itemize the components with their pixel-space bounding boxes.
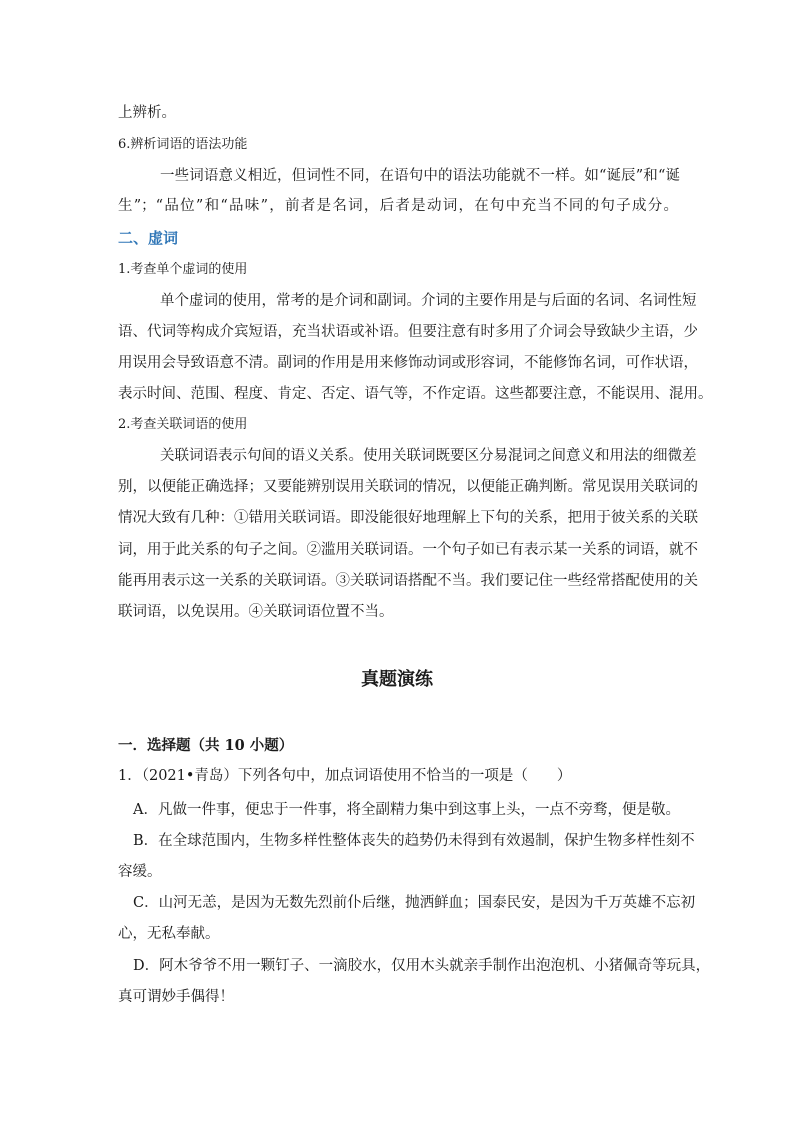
text-line: 一些词语意义相近，但词性不同，在语句中的语法功能就不一样。如“诞辰”和“诞 (160, 168, 680, 184)
section-heading: 一．选择题（共 10 小题） (118, 737, 294, 754)
option-d-line2: 真可谓妙手偶得！ (118, 989, 234, 1005)
text-line: 上辨析。 (118, 105, 176, 121)
heading-function-words: 二、虚词 (118, 229, 179, 247)
text-line: 单个虚词的使用，常考的是介词和副词。介词的主要作用是与后面的名词、名词性短 (160, 293, 697, 309)
option-b-line1: B．在全球范围内，生物多样性整体丧失的趋势仍未得到有效遏制，保护生物多样性刻不 (133, 833, 695, 849)
text-line: 词，用于此关系的句子之间。②滥用关联词语。一个句子如已有表示某一关系的词语，就不 (118, 542, 698, 558)
text-line: 关联词语表示句间的语义关系。使用关联词既要区分易混词之间意义和用法的细微差 (160, 448, 697, 464)
text-line: 用误用会导致语意不清。副词的作用是用来修饰动词或形容词，不能修饰名词，可作状语， (118, 355, 698, 371)
text-line: 别，以便能正确选择；又要能辨别误用关联词的情况，以便能正确判断。常见误用关联词的 (118, 479, 698, 495)
text-line: 语、代词等构成介宾短语，充当状语或补语。但要注意有时多用了介词会导致缺少主语，少 (118, 324, 698, 340)
option-b-line2: 容缓。 (118, 864, 162, 880)
option-c-line2: 心，无私奉献。 (118, 926, 220, 942)
text-line: 能再用表示这一关系的关联词语。③关联词语搭配不当。我们要记住一些经常搭配使用的关 (118, 573, 698, 589)
text-line: 联词语，以免误用。④关联词语位置不当。 (118, 604, 394, 620)
option-a: A．凡做一件事，便忠于一件事，将全副精力集中到这事上头，一点不旁骛，便是敬。 (133, 802, 680, 818)
text-line: 情况大致有几种：①错用关联词语。即没能很好地理解上下句的关系，把用于彼关系的关联 (118, 510, 698, 526)
subheading-conjunctions: 2.考查关联词语的使用 (118, 417, 248, 432)
text-line: 表示时间、范围、程度、肯定、否定、语气等，不作定语。这些都要注意，不能误用、混用。 (118, 386, 713, 402)
subheading-grammar-function: 6.辨析词语的语法功能 (118, 137, 248, 152)
option-d-line1: D．阿木爷爷不用一颗钉子、一滴胶水，仅用木头就亲手制作出泡泡机、小猪佩奇等玩具， (133, 958, 711, 974)
option-c-line1: C．山河无恙，是因为无数先烈前仆后继，抛洒鲜血；国泰民安，是因为千万英雄不忘初 (133, 895, 696, 911)
question-stem: 1．（2021•青岛）下列各句中，加点词语使用不恰当的一项是（ ） (118, 768, 572, 784)
text-line: 生”；“品位”和“品味”，前者是名词，后者是动词，在句中充当不同的句子成分。 (118, 198, 678, 214)
subheading-single-function-word: 1.考查单个虚词的使用 (118, 262, 248, 277)
practice-title: 真题演练 (361, 669, 433, 690)
